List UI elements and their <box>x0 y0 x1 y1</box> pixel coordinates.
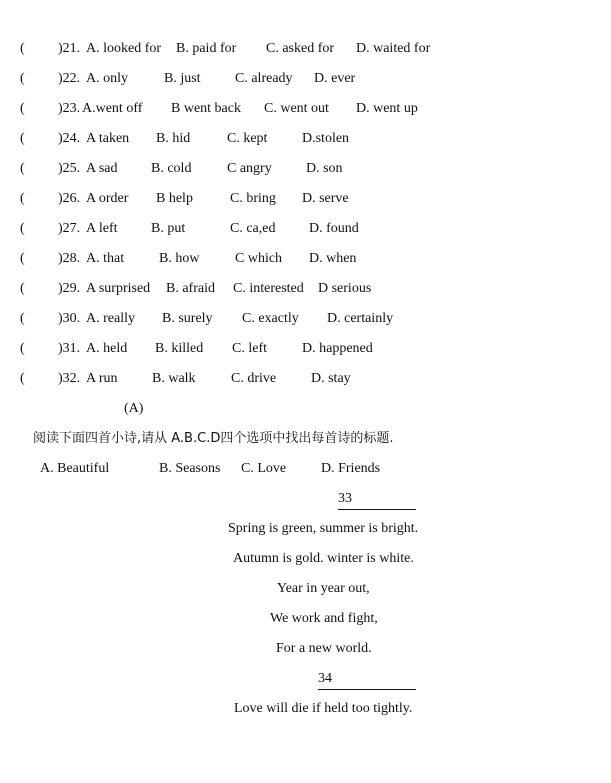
answer-paren: ( <box>20 281 25 296</box>
option-b: B. surely <box>162 311 213 326</box>
option-a: A surprised <box>86 281 151 296</box>
question-number: )31. <box>58 341 81 356</box>
option-b: B. killed <box>155 341 204 356</box>
answer-paren: ( <box>20 41 25 56</box>
poem-line: Spring is green, summer is bright. <box>228 521 419 536</box>
question-number: )29. <box>58 281 81 296</box>
poem-line: For a new world. <box>276 641 372 656</box>
option-b: B went back <box>171 101 241 116</box>
option-d: D. son <box>306 161 343 176</box>
option-c: C. already <box>235 71 293 86</box>
question-number: )21. <box>58 41 81 56</box>
option-b: B. how <box>159 251 200 266</box>
option-a: A run <box>86 371 118 386</box>
option-a: A. only <box>86 71 128 86</box>
instruction-text: 阅读下面四首小诗,请从 A.B.C.D四个选项中找出每首诗的标题. <box>33 431 394 446</box>
poem-number: 33 <box>338 489 416 510</box>
answer-paren: ( <box>20 161 25 176</box>
option-b: B help <box>156 191 193 206</box>
option-d: D. happened <box>302 341 373 356</box>
option-d: D. serve <box>302 191 349 206</box>
question-number: )30. <box>58 311 81 326</box>
option-a: A. looked for <box>86 41 162 56</box>
section-label: (A) <box>124 401 144 416</box>
answer-paren: ( <box>20 311 25 326</box>
answer-paren: ( <box>20 221 25 236</box>
question-number: )26. <box>58 191 81 206</box>
answer-paren: ( <box>20 341 25 356</box>
option-b: B. hid <box>156 131 191 146</box>
option-d: D. waited for <box>356 41 431 56</box>
option-b: B. cold <box>151 161 192 176</box>
question-number: )23. <box>58 101 81 116</box>
option-d: D. stay <box>311 371 351 386</box>
answer-paren: ( <box>20 101 25 116</box>
title-option-d: D. Friends <box>321 461 381 476</box>
option-a: A. held <box>86 341 128 356</box>
option-c: C. kept <box>227 131 268 146</box>
option-d: D. found <box>309 221 359 236</box>
title-option-c: C. Love <box>241 461 287 476</box>
answer-paren: ( <box>20 131 25 146</box>
question-number: )22. <box>58 71 81 86</box>
option-c: C angry <box>227 161 272 176</box>
option-b: B. just <box>164 71 201 86</box>
option-d: D serious <box>318 281 372 296</box>
option-d: D. certainly <box>327 311 394 326</box>
option-d: D.stolen <box>302 131 350 146</box>
question-number: )27. <box>58 221 81 236</box>
question-number: )25. <box>58 161 81 176</box>
option-d: D. ever <box>314 71 356 86</box>
poem-line: Year in year out, <box>277 581 370 596</box>
poem-number: 34 <box>318 669 416 690</box>
option-d: D. when <box>309 251 357 266</box>
option-c: C. ca,ed <box>230 221 276 236</box>
poem-line: Autumn is gold. winter is white. <box>233 551 414 566</box>
option-c: C. exactly <box>242 311 299 326</box>
poem-number-blank <box>338 489 416 510</box>
poem-line: We work and fight, <box>270 611 378 626</box>
answer-paren: ( <box>20 191 25 206</box>
answer-paren: ( <box>20 251 25 266</box>
poem-line: Love will die if held too tightly. <box>234 701 413 716</box>
option-a: A. that <box>86 251 125 266</box>
option-c: C. left <box>232 341 267 356</box>
option-c: C. asked for <box>266 41 335 56</box>
option-b: B. walk <box>152 371 196 386</box>
option-b: B. afraid <box>166 281 215 296</box>
option-c: C which <box>235 251 283 266</box>
option-b: B. paid for <box>176 41 237 56</box>
option-a: A taken <box>86 131 130 146</box>
option-a: A left <box>86 221 118 236</box>
option-c: C. interested <box>233 281 304 296</box>
option-a: A.went off <box>82 101 143 116</box>
title-option-a: A. Beautiful <box>40 461 110 476</box>
option-c: C. went out <box>264 101 329 116</box>
option-a: A sad <box>86 161 118 176</box>
question-number: )24. <box>58 131 81 146</box>
option-c: C. drive <box>231 371 277 386</box>
answer-paren: ( <box>20 71 25 86</box>
option-c: C. bring <box>230 191 276 206</box>
question-number: )32. <box>58 371 81 386</box>
option-d: D. went up <box>356 101 418 116</box>
poem-number-blank <box>318 669 416 690</box>
option-a: A. really <box>86 311 135 326</box>
answer-paren: ( <box>20 371 25 386</box>
title-option-b: B. Seasons <box>159 461 221 476</box>
question-number: )28. <box>58 251 81 266</box>
option-b: B. put <box>151 221 186 236</box>
option-a: A order <box>86 191 129 206</box>
